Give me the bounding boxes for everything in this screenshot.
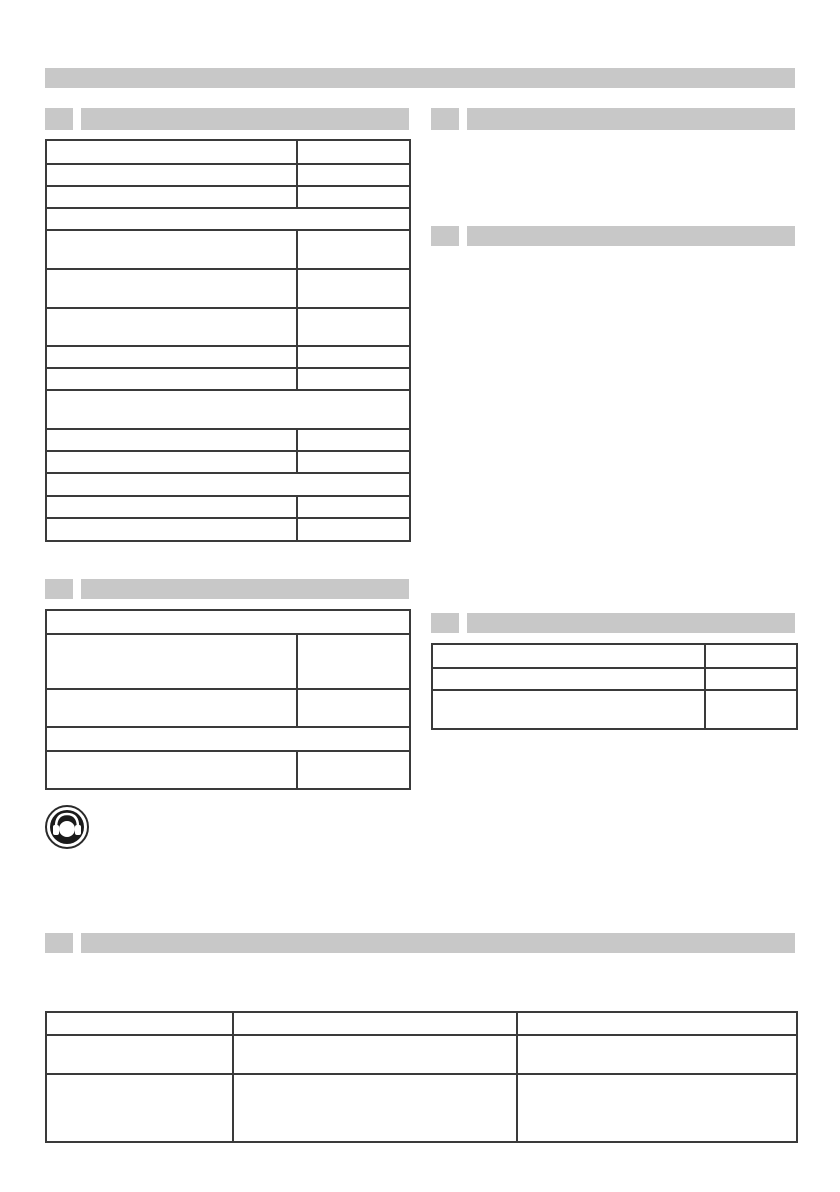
table-row [46, 140, 410, 164]
table-row [46, 1012, 797, 1035]
section-number-tab [459, 226, 467, 246]
table-row [46, 473, 410, 496]
section-number-tab [73, 579, 81, 599]
table-row [46, 727, 410, 751]
table-row [46, 451, 410, 473]
table-row [46, 308, 410, 346]
page-header-bar [45, 68, 795, 88]
table-row [46, 518, 410, 541]
table-row [46, 346, 410, 368]
table-row [46, 368, 410, 390]
bottom-wide-table [45, 1011, 798, 1143]
technical-data-table [45, 139, 411, 542]
table-row [46, 208, 410, 230]
section-number-tab [73, 933, 81, 953]
section-header-bottom [45, 933, 795, 953]
section-header-technical-data [45, 108, 409, 130]
table-row [46, 751, 410, 789]
table-row [46, 186, 410, 208]
table-row [46, 164, 410, 186]
noise-vibration-table [45, 609, 411, 790]
table-row [432, 690, 797, 729]
table-row [46, 230, 410, 269]
table-row [46, 269, 410, 308]
section-number-tab [459, 108, 467, 130]
table-row [46, 634, 410, 689]
section-header-right-2 [431, 226, 795, 246]
right-small-table [431, 643, 798, 730]
table-row [46, 1074, 797, 1142]
table-row [46, 1035, 797, 1074]
section-number-tab [459, 613, 467, 633]
section-header-right-1 [431, 108, 795, 130]
section-number-tab [73, 108, 81, 130]
table-row [46, 390, 410, 429]
section-header-noise-vibration [45, 579, 409, 599]
table-row [46, 689, 410, 727]
table-row [432, 644, 797, 668]
table-row [46, 429, 410, 451]
ear-protection-icon [45, 805, 89, 849]
table-row [46, 496, 410, 518]
section-header-right-3 [431, 613, 795, 633]
table-row [46, 610, 410, 634]
table-row [432, 668, 797, 690]
